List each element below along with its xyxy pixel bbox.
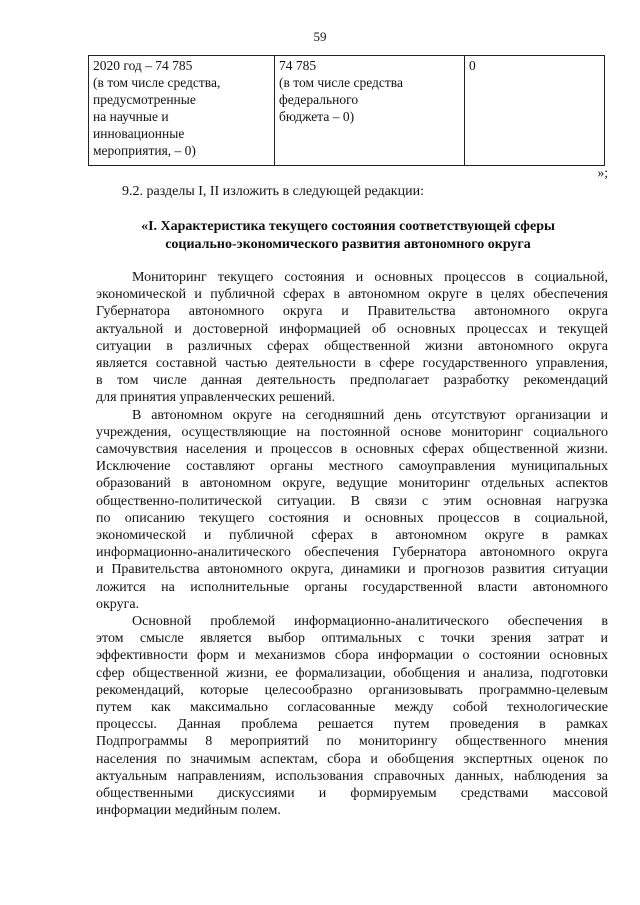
cell-line: на научные и xyxy=(93,109,169,124)
page-number: 59 xyxy=(313,29,327,44)
cell-line: (в том числе средства, xyxy=(93,75,221,90)
text-line: актуальным направлениям, использования справочных данных, наблюдения за xyxy=(96,768,608,784)
text-line: самочувствия населения и процессов в основных сферах общественной жизни. xyxy=(96,442,608,458)
paragraph xyxy=(96,613,608,819)
text-line: населения по значимым аспектам, сбора и обобщения экспертных оценок по xyxy=(96,751,608,767)
text-line: ложится на исполнительные органы государственной власти автономного xyxy=(96,579,608,595)
text-line: и Правительства автономного округа, динамики и прогнозов развития ситуации xyxy=(96,562,608,578)
cell-line: мероприятия, – 0) xyxy=(93,143,196,158)
text-line: процессы. Данная проблема решается путем проведения в рамках xyxy=(96,717,608,733)
text-line: экономической и публичной сферах в автономном округе в рамках xyxy=(96,528,608,544)
text-line: общественными дискуссиями и формируемым средствами массовой xyxy=(96,786,608,802)
text-line: Мониторинг текущего состояния и основных процессов в социальной, xyxy=(132,270,608,285)
text-line: в том числе данная деятельность предполагает разработку рекомендаций xyxy=(96,373,608,389)
text-line: учреждения, осуществляющие на постоянной основе мониторинг социального xyxy=(96,424,608,440)
text-line: актуальной и достоверной информацией об основных процессах и текущей xyxy=(96,321,608,337)
text-line: для принятия управленческих решений. xyxy=(96,390,336,406)
paragraph xyxy=(96,407,608,613)
cell-line: бюджета – 0) xyxy=(279,109,355,124)
text-line: общественно-политической ситуации. В связи с этим основная нагрузка xyxy=(96,493,608,509)
text-line: образований в автономном округе, ведущие мониторинг отдельных аспектов xyxy=(96,476,608,492)
text-line: информации медийным полем. xyxy=(96,803,281,819)
cell-line: (в том числе средства xyxy=(279,75,403,90)
text-line: является составной частью деятельности в сфере государственного управления, xyxy=(96,356,608,372)
text-line: Губернатора автономного округа и Правительства автономного округа xyxy=(96,304,608,320)
table-cell-total xyxy=(89,56,275,166)
text-line: этом смысле является выбор оптимальных с точки зрения затрат и xyxy=(96,631,608,647)
budget-table xyxy=(88,55,605,166)
heading-line: социально-экономического развития автономного округа xyxy=(165,237,531,252)
cell-line: 74 785 xyxy=(279,58,317,73)
text-line: Подпрограммы 8 мероприятий по мониторингу общественного мнения xyxy=(96,734,608,750)
cell-line: 0 xyxy=(469,58,476,73)
cell-line: предусмотренные xyxy=(93,92,196,107)
closing-quote: »; xyxy=(597,165,608,180)
text-line: Исключение составляют органы местного самоуправления муниципальных xyxy=(96,459,608,475)
text-line: округа. xyxy=(96,596,140,612)
text-line: рекомендаций, которые целесообразно организовывать программно-целевым xyxy=(96,682,608,698)
table-cell-other xyxy=(465,56,605,166)
text-line: Основной проблемой информационно-аналитического обеспечения в xyxy=(132,614,608,630)
table-row xyxy=(89,56,605,166)
amendment-instruction: 9.2. разделы I, II изложить в следующей редакции: xyxy=(122,184,424,199)
text-line: путем как максимально согласованные между собой технологические xyxy=(96,700,608,716)
table-cell-regional xyxy=(275,56,465,166)
cell-line: инновационные xyxy=(93,126,185,141)
body-text xyxy=(96,269,608,820)
cell-line: 2020 год – 74 785 xyxy=(93,58,193,73)
paragraph xyxy=(96,269,608,407)
text-line: по описанию текущего состояния и основных процессов в социальной, xyxy=(96,510,608,526)
text-line: сфер общественной жизни, ее формализации, обобщения и анализа, подготовки xyxy=(96,665,608,681)
text-line: экономической и публичной сферах в автономном округе в целях обеспечения xyxy=(96,287,608,303)
heading-line: «I. Характеристика текущего состояния соответствующей сферы xyxy=(141,219,555,234)
text-line: эффективности форм и механизмов сбора информации о состоянии основных xyxy=(96,648,608,664)
cell-line: федерального xyxy=(279,92,359,107)
section-heading xyxy=(88,218,608,254)
text-line: ситуации в различных сферах общественной жизни автономного округа xyxy=(96,338,608,354)
text-line: В автономном округе на сегодняшний день отсутствуют организации и xyxy=(132,407,608,423)
text-line: информационно-аналитического обеспечения Губернатора автономного округа xyxy=(96,545,608,561)
